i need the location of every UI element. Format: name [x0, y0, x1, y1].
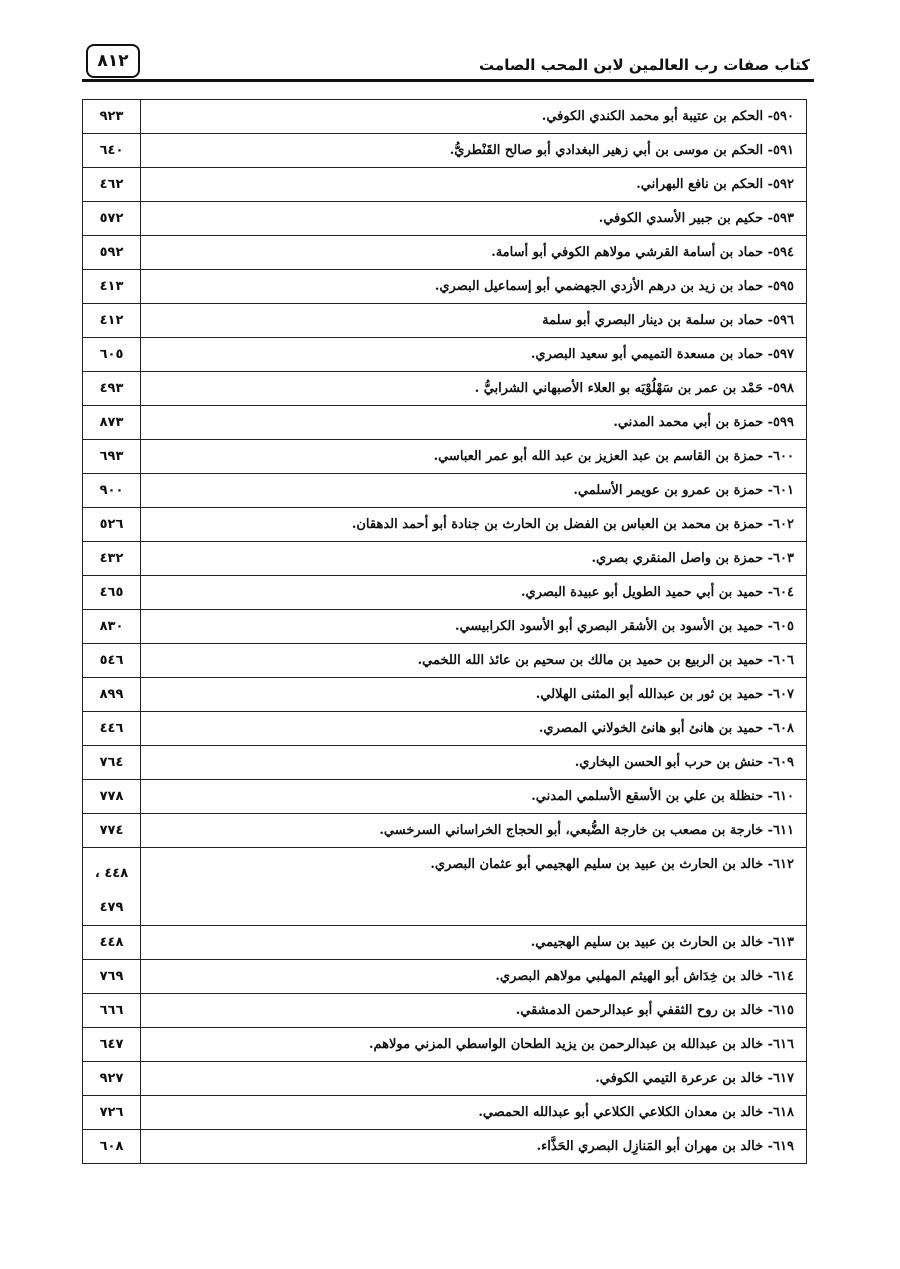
narrator-name-cell: ٦١٨- خالد بن معدان الكلاعي الكلاعي أبو عبدالله الحمصي. [141, 1096, 807, 1130]
page-ref: ٦٠٥ [99, 347, 124, 362]
page-ref: ٦٤٧ [99, 1037, 124, 1052]
narrator-name-cell: ٦٠٠- حمزة بن القاسم بن عبد العزيز بن عبد الله أبو عمر العباسي. [141, 440, 807, 474]
narrator-name-cell: ٦٠٤- حميد بن أبي حميد الطويل أبو عبيدة البصري. [141, 576, 807, 610]
narrator-name-cell: ٦١٤- خالد بن خِدَاش أبو الهيثم المهلبي مولاهم البصري. [141, 960, 807, 994]
table-row [83, 610, 807, 644]
table-row [83, 542, 807, 576]
page-ref: ٦٤٠ [99, 143, 124, 158]
narrator-name-cell: ٥٩٢- الحكم بن نافع البهراني. [141, 168, 807, 202]
narrator-name-cell: ٦٠٨- حميد بن هانئ أبو هانئ الخولاني المصري. [141, 712, 807, 746]
table-row [83, 474, 807, 508]
page-refs-cell [83, 1062, 141, 1096]
page-refs-cell [83, 746, 141, 780]
page-ref: ٤٦٥ [99, 585, 124, 600]
page-refs-cell [83, 338, 141, 372]
narrator-name-cell: ٥٩٩- حمزة بن أبي محمد المدني. [141, 406, 807, 440]
table-row [83, 338, 807, 372]
narrator-name-cell: ٦٠١- حمزة بن عمرو بن عويمر الأسلمي. [141, 474, 807, 508]
table-row [83, 848, 807, 926]
narrator-name-cell: ٥٩٦- حماد بن سلمة بن دينار البصري أبو سلمة [141, 304, 807, 338]
page-ref: ٦٠٨ [99, 1139, 124, 1154]
header-rule [82, 79, 814, 82]
page-ref: ٥٤٦ [99, 653, 124, 668]
narrator-name-cell: ٦٠٥- حميد بن الأسود بن الأشقر البصري أبو الأسود الكرابيسي. [141, 610, 807, 644]
page-refs-cell [83, 848, 141, 926]
narrator-name-cell: ٦٠٣- حمزة بن واصل المنقري بصري. [141, 542, 807, 576]
page-ref: ٤٤٨ [99, 935, 124, 950]
narrator-name-cell: ٦١٠- حنظلة بن علي بن الأسقع الأسلمي المدني. [141, 780, 807, 814]
table-row [83, 678, 807, 712]
table-row [83, 994, 807, 1028]
page-refs-cell [83, 304, 141, 338]
page-ref: ٧٦٤ [99, 755, 124, 770]
page-ref: ٤٩٣ [99, 381, 124, 396]
narrator-name-cell: ٦٠٩- حنش بن حرب أبو الحسن البخاري. [141, 746, 807, 780]
page-refs-cell [83, 678, 141, 712]
page-refs-cell [83, 780, 141, 814]
page-ref: ٤٣٢ [99, 551, 124, 566]
page-ref: ٨٩٩ [99, 687, 124, 702]
table-row [83, 780, 807, 814]
page-refs-cell [83, 236, 141, 270]
page-ref: ٦٩٣ [99, 449, 124, 464]
page-ref: ٩٢٣ [99, 109, 124, 124]
table-row [83, 926, 807, 960]
page-refs-cell [83, 168, 141, 202]
page-refs-cell [83, 474, 141, 508]
page-ref: ٩٢٧ [99, 1071, 124, 1086]
table-row [83, 372, 807, 406]
narrator-name-cell: ٦١٧- خالد بن عرعرة التيمي الكوفي. [141, 1062, 807, 1096]
index-table [82, 99, 807, 1164]
page-refs-cell [83, 994, 141, 1028]
page-refs-cell [83, 926, 141, 960]
index-table-body [83, 100, 807, 1164]
table-row [83, 270, 807, 304]
page-refs-cell [83, 202, 141, 236]
page-ref: ٤١٣ [99, 279, 124, 294]
page-ref: ٧٧٨ [99, 789, 124, 804]
running-title: كتاب صفات رب العالمين لابن المحب الصامت [479, 56, 810, 74]
table-row [83, 1096, 807, 1130]
table-row [83, 508, 807, 542]
table-row [83, 1130, 807, 1164]
page-ref: ٥٧٢ [99, 211, 124, 226]
table-row [83, 406, 807, 440]
narrator-name-cell: ٦١٣- خالد بن الحارث بن عبيد بن سليم الهجيمي. [141, 926, 807, 960]
narrator-name-cell: ٥٩٨- حَمْد بن عمر بن سَهْلُوْيَه بو العلاء الأصبهاني الشرابيُّ . [141, 372, 807, 406]
narrator-name-cell: ٥٩٧- حماد بن مسعدة التميمي أبو سعيد البصري. [141, 338, 807, 372]
table-row [83, 712, 807, 746]
page-ref: ٤٤٨ ، [94, 866, 129, 881]
page-header [82, 40, 810, 82]
table-row [83, 1062, 807, 1096]
page-ref: ٤٦٢ [99, 177, 124, 192]
page-refs-cell [83, 960, 141, 994]
narrator-name-cell: ٦١٩- خالد بن مهران أبو المَنازِل البصري الحَذَّاء. [141, 1130, 807, 1164]
page-refs-cell [83, 134, 141, 168]
page-refs-cell [83, 576, 141, 610]
table-row [83, 814, 807, 848]
table-row [83, 304, 807, 338]
page-refs-cell [83, 508, 141, 542]
table-row [83, 100, 807, 134]
table-row [83, 576, 807, 610]
page-ref: ٧٢٦ [99, 1105, 124, 1120]
page-refs-cell [83, 270, 141, 304]
narrator-name-cell: ٦١٢- خالد بن الحارث بن عبيد بن سليم الهجيمي أبو عثمان البصري. [141, 848, 807, 926]
table-row [83, 440, 807, 474]
page-refs-cell [83, 440, 141, 474]
page-ref: ٤٤٦ [99, 721, 124, 736]
page-refs-cell [83, 1028, 141, 1062]
page-ref: ٧٦٩ [99, 969, 124, 984]
narrator-name-cell: ٦١٦- خالد بن عبدالله بن عبدالرحمن بن يزيد الطحان الواسطي المزني مولاهم. [141, 1028, 807, 1062]
table-row [83, 960, 807, 994]
page-ref: ٤٧٩ [99, 900, 124, 915]
narrator-name-cell: ٥٩٣- حكيم بن جبير الأسدي الكوفي. [141, 202, 807, 236]
page-refs-cell [83, 100, 141, 134]
narrator-name-cell: ٥٩٥- حماد بن زيد بن درهم الأزدي الجهضمي أبو إسماعيل البصري. [141, 270, 807, 304]
narrator-name-cell: ٥٩٤- حماد بن أسامة القرشي مولاهم الكوفي أبو أسامة. [141, 236, 807, 270]
page-refs-cell [83, 814, 141, 848]
narrator-name-cell: ٦٠٦- حميد بن الربيع بن حميد بن مالك بن سحيم بن عائذ الله اللخمي. [141, 644, 807, 678]
table-row [83, 236, 807, 270]
page-number-box: ٨١٢ [86, 44, 140, 78]
page-ref: ٤١٢ [99, 313, 124, 328]
page-refs-cell [83, 406, 141, 440]
narrator-name-cell: ٥٩١- الحكم بن موسى بن أبي زهير البغدادي أبو صالح القَنْطريُّ. [141, 134, 807, 168]
table-row [83, 168, 807, 202]
page-ref: ٦٦٦ [99, 1003, 124, 1018]
narrator-name-cell: ٥٩٠- الحكم بن عتيبة أبو محمد الكندي الكوفي. [141, 100, 807, 134]
narrator-name-cell: ٦٠٢- حمزة بن محمد بن العباس بن الفضل بن الحارث بن جنادة أبو أحمد الدهقان. [141, 508, 807, 542]
page-refs-cell [83, 1130, 141, 1164]
table-row [83, 1028, 807, 1062]
narrator-name-cell: ٦١٥- خالد بن روح الثقفي أبو عبدالرحمن الدمشقي. [141, 994, 807, 1028]
table-row [83, 746, 807, 780]
page-refs-cell [83, 372, 141, 406]
page-ref: ٩٠٠ [99, 483, 124, 498]
page-refs-cell [83, 610, 141, 644]
page-refs-cell [83, 644, 141, 678]
page-ref: ٧٧٤ [99, 823, 124, 838]
table-row [83, 644, 807, 678]
narrator-name-cell: ٦١١- خارجة بن مصعب بن خارجة الضُّبعي، أبو الحجاج الخراساني السرخسي. [141, 814, 807, 848]
page-ref: ٨٣٠ [99, 619, 124, 634]
page-refs-cell [83, 712, 141, 746]
page-refs-cell [83, 542, 141, 576]
table-row [83, 134, 807, 168]
page-refs-cell [83, 1096, 141, 1130]
page-ref: ٥٩٢ [99, 245, 124, 260]
page-ref: ٥٢٦ [99, 517, 124, 532]
narrator-name-cell: ٦٠٧- حميد بن ثور بن عبدالله أبو المثنى الهلالي. [141, 678, 807, 712]
table-row [83, 202, 807, 236]
page-ref: ٨٧٣ [99, 415, 124, 430]
